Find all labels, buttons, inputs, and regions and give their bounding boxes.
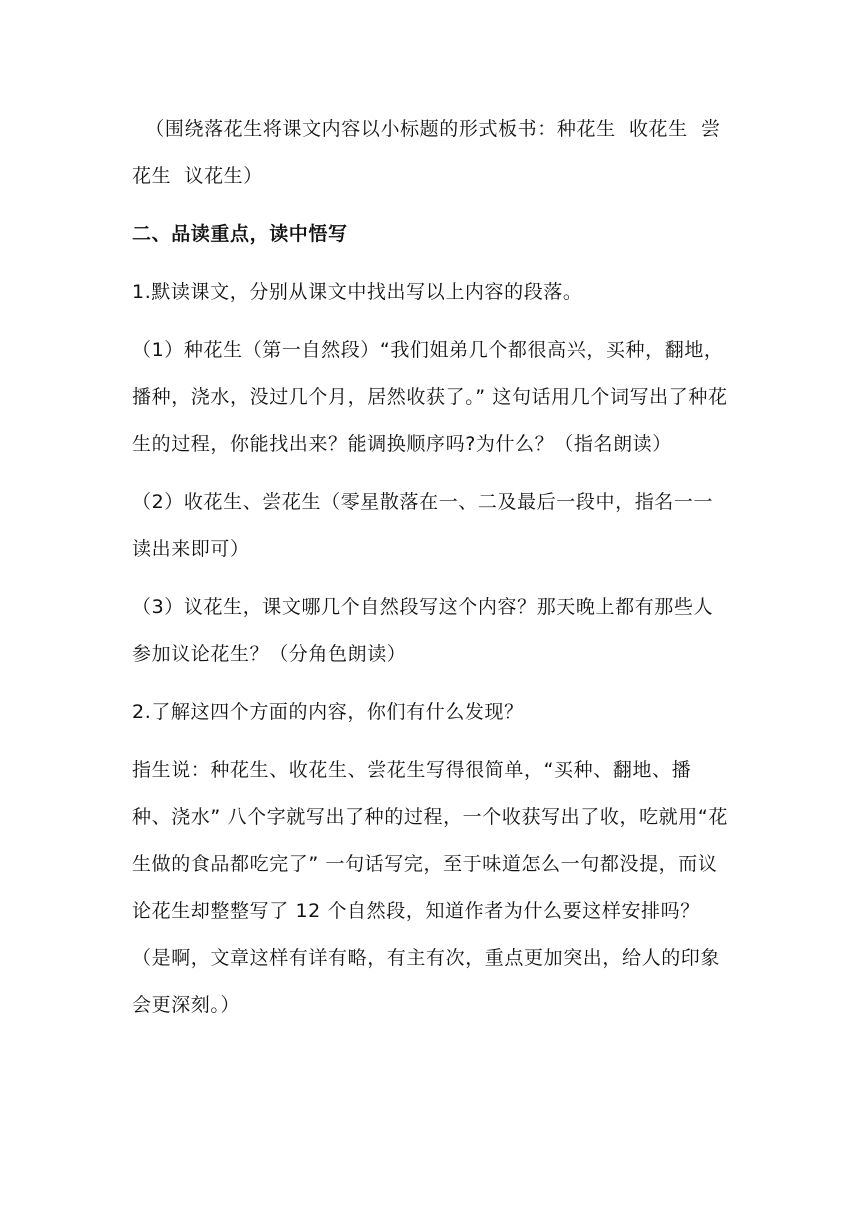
step-2-paragraph: 2.了解这四个方面的内容，你们有什么发现？: [132, 701, 524, 723]
sub-item-3-paragraph: （3）议花生，课文哪几个自然段写这个内容？那天晚上都有那些人参加议论花生？（分角色朗读）: [132, 596, 714, 665]
sub-item-1-paragraph: （1）种花生（第一自然段）“我们姐弟几个都很高兴，买种，翻地，播种，浇水，没过几个月，居然收获了。” 这句话用几个词写出了种花生的过程，你能找出来？能调换顺序吗?为什么？（指名朗读）: [132, 339, 728, 455]
board-note-paragraph: （围绕落花生将课文内容以小标题的形式板书：种花生 收花生 尝花生 议花生）: [132, 118, 721, 187]
discussion-paragraph: 指生说：种花生、收花生、尝花生写得很简单，“买种、翻地、播种、浇水” 八个字就写出了种的过程，一个收获写出了收，吃就用“花生做的食品都吃完了” 一句话写完，至于味道怎么一句都没提，而议论花生却整整写了 12 个自然段，知道作者为什么要这样安排吗？（是啊，文章这样有详有略，有主有次，重点更加突出，给人的印象会更深刻。）: [132, 759, 728, 1016]
sub-item-2-paragraph: （2）收花生、尝花生（零星散落在一、二及最后一段中，指名一一读出来即可）: [132, 491, 714, 560]
step-1-paragraph: 1.默读课文，分别从课文中找出写以上内容的段落。: [132, 281, 583, 303]
section-heading: 二、品读重点，读中悟写: [132, 223, 348, 245]
